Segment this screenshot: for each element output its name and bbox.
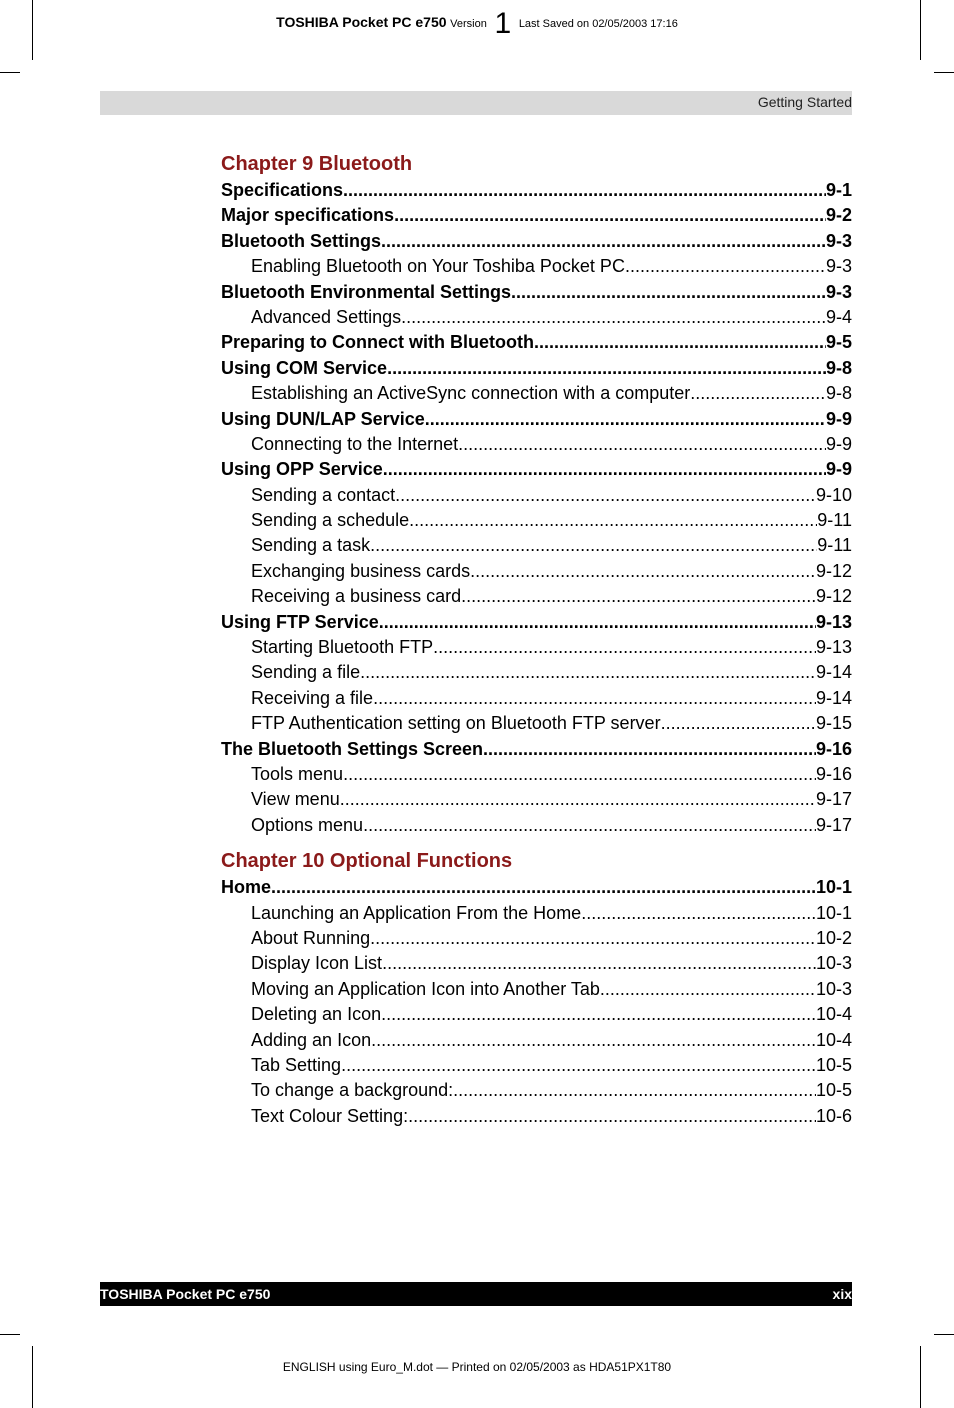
document-info-line	[0, 7, 954, 40]
toc-entry-page: 9-10	[815, 484, 852, 505]
toc-entry-page: 9-14	[815, 687, 852, 708]
toc-subsection-entry[interactable]	[221, 762, 852, 787]
chapter-heading: Chapter 10 Optional Functions	[221, 850, 513, 873]
crop-mark-bottom-left-horizontal	[0, 1334, 20, 1335]
toc-entry-title: Using FTP Service	[221, 611, 379, 632]
toc-entry-page: 9-12	[815, 586, 852, 607]
dot-leader	[271, 875, 816, 900]
toc-entry-page: 9-8	[825, 383, 852, 404]
toc-subsection-entry[interactable]	[221, 508, 852, 533]
toc-section-entry[interactable]	[221, 875, 852, 900]
toc-entry-title: Display Icon List	[251, 953, 383, 974]
dot-leader	[630, 254, 826, 279]
toc-entry-page: 9-9	[825, 433, 852, 454]
toc-entry-title: Advanced Settings	[251, 306, 402, 327]
toc-subsection-entry[interactable]	[221, 432, 852, 457]
toc-entry-page: 10-5	[815, 1080, 852, 1101]
toc-entry-page: 10-3	[815, 978, 852, 999]
toc-subsection-entry[interactable]	[221, 951, 852, 976]
dot-leader	[511, 280, 826, 305]
toc-entry-title: Tab Setting	[251, 1054, 342, 1075]
dot-leader	[382, 951, 816, 976]
toc-entry-page: 9-1	[825, 180, 852, 200]
footer-product: TOSHIBA Pocket PC e750	[100, 1286, 271, 1302]
toc-entry-title: Sending a contact	[251, 484, 396, 505]
toc-entry-title: Bluetooth Environmental Settings	[221, 281, 512, 302]
toc-subsection-entry[interactable]	[221, 1028, 852, 1053]
toc-entry-title: Establishing an ActiveSync connection with a computer	[251, 383, 691, 404]
toc-entry-page: 10-4	[815, 1004, 852, 1025]
toc-subsection-entry[interactable]	[221, 660, 852, 685]
dot-leader	[461, 584, 816, 609]
toc-entry-title: Tools menu	[251, 763, 344, 784]
dot-leader	[395, 483, 816, 508]
toc-entry-page: 9-2	[825, 205, 852, 226]
toc-entry-page: 10-5	[815, 1054, 852, 1075]
toc-entry-title: Starting Bluetooth FTP	[251, 637, 434, 658]
crop-mark-top-left-horizontal	[0, 72, 20, 73]
toc-entry-title: Home	[221, 877, 272, 898]
toc-entry-title: Sending a file	[251, 662, 361, 683]
toc-subsection-entry[interactable]	[221, 711, 852, 736]
dot-leader	[433, 635, 816, 660]
chapter-heading: Chapter 9 Bluetooth	[221, 153, 413, 175]
toc-entry-title: Connecting to the Internet	[251, 433, 459, 454]
running-header-title: Getting Started	[757, 94, 852, 110]
toc-subsection-entry[interactable]	[221, 813, 852, 838]
toc-entry-page: 9-3	[825, 256, 852, 277]
dot-leader	[373, 686, 816, 711]
toc-entry-page: 9-11	[817, 510, 852, 531]
toc-subsection-entry[interactable]	[221, 901, 852, 926]
toc-subsection-entry[interactable]	[221, 254, 852, 279]
toc-subsection-entry[interactable]	[221, 559, 852, 584]
toc-section-entry[interactable]	[221, 178, 852, 203]
toc-entry-title: Major specifications	[221, 205, 395, 226]
dot-leader	[453, 1078, 816, 1103]
footer-bar	[100, 1282, 852, 1306]
toc-entry-title: Using DUN/LAP Service	[221, 408, 425, 429]
dot-leader	[401, 305, 826, 330]
toc-entry-title: Options menu	[251, 814, 364, 835]
dot-leader	[383, 457, 826, 482]
toc-subsection-entry[interactable]	[221, 1002, 852, 1027]
toc-section-entry[interactable]	[221, 737, 852, 762]
dot-leader	[370, 926, 816, 951]
toc-entry-page: 9-3	[825, 281, 852, 302]
toc-subsection-entry[interactable]	[221, 977, 852, 1002]
toc-entry-title: FTP Authentication setting on Bluetooth FTP server	[251, 713, 661, 734]
toc-entry-title: Enabling Bluetooth on Your Toshiba Pocket PC.	[251, 256, 630, 277]
toc-entry-title: Bluetooth Settings	[221, 230, 381, 251]
crop-mark-bottom-right-horizontal	[934, 1334, 954, 1335]
toc-entry-page: 9-16	[815, 738, 852, 759]
print-info-line: ENGLISH using Euro_M.dot — Printed on 02/05/2003 as HDA51PX1T80	[282, 1360, 672, 1374]
toc-entry-title: Adding an Icon	[251, 1029, 372, 1050]
dot-leader	[340, 787, 816, 812]
toc-entry-page: 9-16	[815, 763, 852, 784]
toc-subsection-entry[interactable]	[221, 686, 852, 711]
toc-entry-page: 9-4	[825, 306, 852, 327]
toc-entry-page: 10-4	[815, 1029, 852, 1050]
dot-leader	[458, 432, 826, 457]
toc-section-entry[interactable]	[221, 229, 852, 254]
toc-entry-title: Using COM Service	[221, 357, 388, 378]
dot-leader	[343, 762, 816, 787]
toc-subsection-entry[interactable]	[221, 787, 852, 812]
crop-mark-bottom-right-vertical	[920, 1346, 921, 1408]
dot-leader	[483, 737, 816, 762]
dot-leader	[343, 178, 826, 203]
toc-entry-title: Deleting an Icon	[251, 1004, 382, 1025]
toc-subsection-entry[interactable]	[221, 1104, 852, 1129]
dot-leader	[360, 660, 816, 685]
toc-entry-page: 9-17	[815, 789, 852, 810]
toc-entry-page: 9-3	[825, 230, 852, 251]
toc-subsection-entry[interactable]	[221, 1053, 852, 1078]
dot-leader	[581, 901, 816, 926]
toc-entry-title: Moving an Application Icon into Another Tab	[251, 978, 600, 999]
toc-entry-page: 9-14	[815, 662, 852, 683]
crop-mark-bottom-left-vertical	[32, 1346, 33, 1408]
dot-leader	[409, 508, 817, 533]
toc-entry-title: Receiving a file	[251, 687, 374, 708]
toc-entry-title: Text Colour Setting:	[251, 1105, 409, 1126]
toc-subsection-entry[interactable]	[221, 926, 852, 951]
toc-section-entry[interactable]	[221, 356, 852, 381]
toc-entry-page: 9-12	[815, 560, 852, 581]
dot-leader	[381, 1002, 816, 1027]
dot-leader	[341, 1053, 816, 1078]
toc-entry-title: Receiving a business card	[251, 586, 462, 607]
toc-entry-title: Using OPP Service	[221, 459, 383, 480]
toc-entry-title: Exchanging business cards	[251, 560, 471, 581]
toc-entry-title: View menu	[251, 789, 340, 810]
dot-leader	[534, 330, 826, 355]
toc-subsection-entry[interactable]	[221, 533, 852, 558]
last-saved: Last Saved on 02/05/2003 17:16	[518, 18, 678, 30]
dot-leader	[600, 977, 816, 1002]
toc-section-entry[interactable]	[221, 203, 852, 228]
toc-entry-page: 9-9	[825, 459, 852, 480]
crop-mark-top-right-horizontal	[934, 72, 954, 73]
dot-leader	[371, 1028, 816, 1053]
toc-entry-page: 9-5	[825, 332, 852, 353]
table-of-contents	[221, 150, 852, 1129]
toc-entry-page: 9-17	[815, 814, 852, 835]
toc-entry-title: Specifications	[221, 180, 344, 200]
dot-leader	[408, 1104, 816, 1129]
toc-entry-title: About Running	[251, 927, 371, 948]
toc-entry-page: 9-13	[815, 637, 852, 658]
dot-leader	[387, 356, 826, 381]
toc-section-entry[interactable]	[221, 280, 852, 305]
toc-entry-title: Launching an Application From the Home	[251, 902, 582, 923]
toc-section-entry[interactable]	[221, 407, 852, 432]
toc-entry-title: Sending a task	[251, 535, 371, 556]
dot-leader	[690, 381, 826, 406]
toc-entry-page: 10-1	[815, 877, 852, 898]
dot-leader	[470, 559, 816, 584]
toc-subsection-entry[interactable]	[221, 305, 852, 330]
toc-entry-page: 9-13	[815, 611, 852, 632]
toc-subsection-entry[interactable]	[221, 1078, 852, 1103]
toc-entry-page: 10-3	[815, 953, 852, 974]
toc-subsection-entry[interactable]	[221, 381, 852, 406]
toc-entry-title: Preparing to Connect with Bluetooth	[221, 332, 534, 353]
toc-entry-page: 9-8	[825, 357, 852, 378]
version-label: Version	[450, 18, 487, 30]
dot-leader	[661, 711, 816, 736]
running-header-bar	[100, 91, 852, 115]
version-number: 1	[494, 7, 512, 40]
toc-entry-title: To change a background:	[251, 1080, 454, 1101]
footer-page-number: xix	[832, 1286, 852, 1302]
product-name: TOSHIBA Pocket PC e750	[276, 14, 447, 30]
toc-entry-page: 9-9	[825, 408, 852, 429]
toc-subsection-entry[interactable]	[221, 483, 852, 508]
toc-entry-page: 9-11	[817, 535, 852, 556]
toc-section-entry[interactable]	[221, 330, 852, 355]
toc-section-entry[interactable]	[221, 610, 852, 635]
toc-subsection-entry[interactable]	[221, 584, 852, 609]
toc-entry-title: Sending a schedule	[251, 510, 410, 531]
toc-entry-page: 10-1	[815, 902, 852, 923]
dot-leader	[394, 203, 826, 228]
dot-leader	[370, 533, 817, 558]
dot-leader	[425, 407, 826, 432]
toc-entry-page: 9-15	[815, 713, 852, 734]
toc-subsection-entry[interactable]	[221, 635, 852, 660]
toc-entry-page: 10-2	[815, 927, 852, 948]
dot-leader	[381, 229, 826, 254]
toc-entry-page: 10-6	[815, 1105, 852, 1126]
toc-section-entry[interactable]	[221, 457, 852, 482]
dot-leader	[379, 610, 816, 635]
toc-entry-title: The Bluetooth Settings Screen	[221, 738, 484, 759]
dot-leader	[363, 813, 816, 838]
